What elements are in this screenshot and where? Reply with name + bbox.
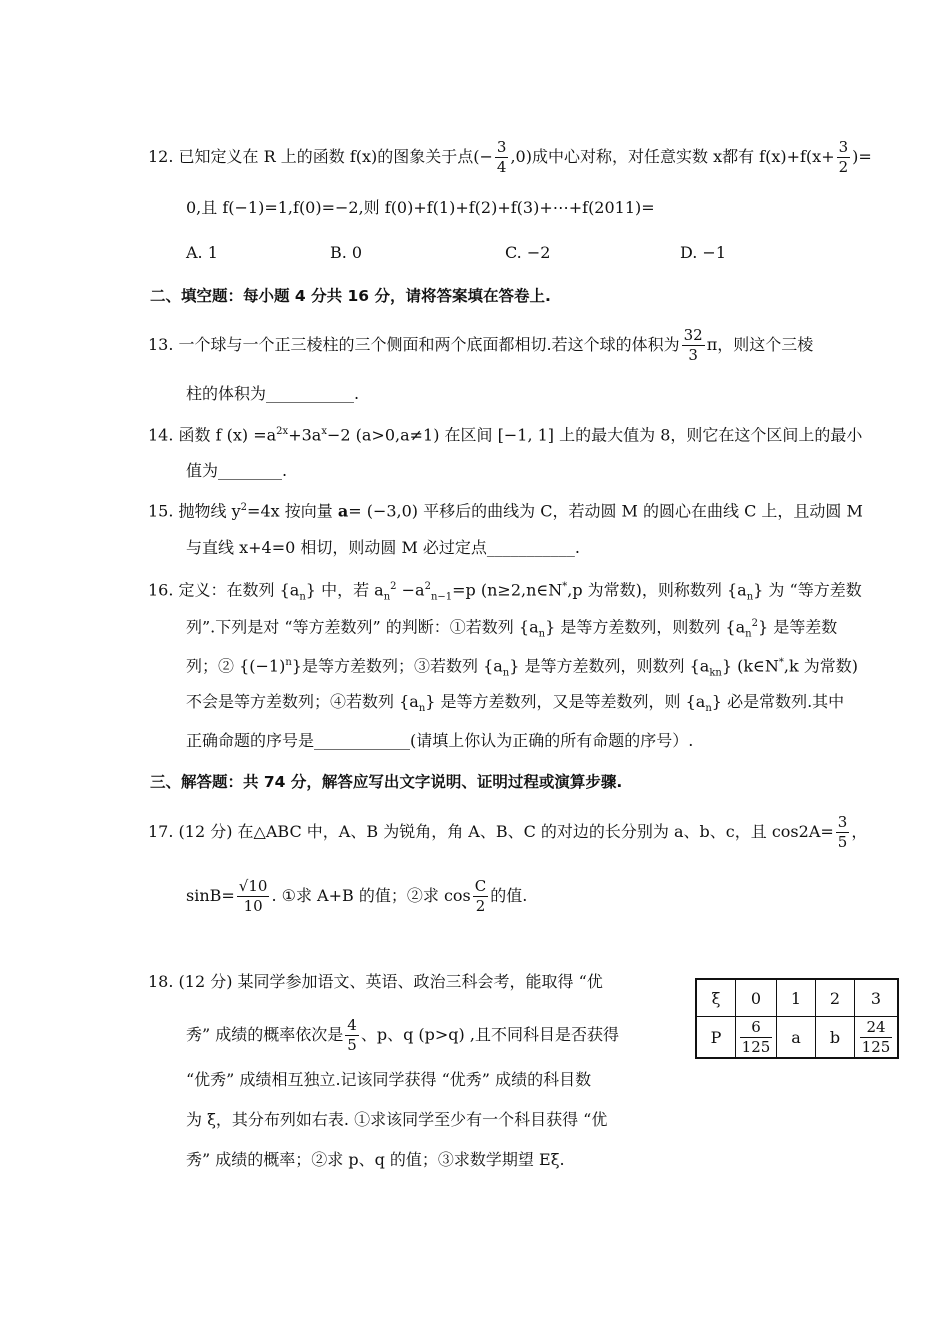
- table-cell: ξ: [696, 979, 736, 1017]
- q18-line1: 18. (12 分) 某同学参加语文、英语、政治三科会考，能取得 “优: [148, 972, 603, 991]
- q16-text: } 是等方差数列，又是等差数列，则 {a: [425, 692, 706, 711]
- table-cell: 1: [777, 979, 816, 1017]
- frac-den: 2: [838, 158, 849, 176]
- q16-sup: 2: [424, 581, 431, 592]
- q12-option-b: B. 0: [330, 243, 363, 262]
- q16-text: } 是等方差数列，则数列 {a: [509, 656, 710, 676]
- q17-text-b: ，: [851, 822, 868, 841]
- frac-num: √10: [238, 877, 268, 895]
- frac-num: 6: [740, 1020, 773, 1038]
- q16-text: 不会是等方差数列；④若数列 {a: [186, 692, 419, 711]
- q12-option-a: A. 1: [186, 243, 218, 262]
- q16-text: 列；② {(−1): [186, 656, 286, 676]
- q12-text-c: )=: [852, 147, 872, 166]
- table-cell: 2: [816, 979, 855, 1017]
- q16-sub: n: [418, 703, 426, 715]
- q16-line4: [186, 690, 844, 721]
- table-cell: a: [777, 1017, 816, 1059]
- q16-sub: n: [705, 703, 712, 715]
- q16-text: } 是等方差数列，则数列 {a: [545, 617, 746, 637]
- table-cell: 3: [855, 979, 899, 1017]
- q16-text: =p (n≥2,n∈N: [452, 580, 563, 600]
- q16-text: ,p 为常数)，则称数列 {a: [567, 580, 747, 600]
- q15-vector-a: a: [337, 501, 349, 521]
- frac-num: 32: [683, 326, 703, 344]
- q16-text: −a: [396, 580, 425, 600]
- q17-line1: [148, 815, 867, 850]
- table-cell: [736, 1017, 777, 1059]
- q16-text: ,k 为常数): [783, 656, 858, 676]
- q15-text-b: =4x 按向量: [247, 501, 338, 521]
- q13-text-a: 13. 一个球与一个正三棱柱的三个侧面和两个底面都相切.若这个球的体积为: [148, 335, 680, 354]
- q16-text: } 是等差数: [757, 617, 838, 637]
- q17-frac-c-2: [473, 879, 488, 914]
- q18-line5: 秀” 成绩的概率；②求 p、q 的值；③求数学期望 Eξ.: [186, 1150, 565, 1169]
- q16-text: 列”.下列是对 “等方差数列” 的判断：①若数列 {a: [186, 617, 539, 637]
- q16-line2: [186, 612, 837, 647]
- q15-text-a: 15. 抛物线 y: [148, 501, 241, 521]
- table-row: [696, 979, 898, 1017]
- q17-text-b: . ①求 A+B 的值；②求 cos: [271, 886, 471, 905]
- q14-sup-x: x: [321, 426, 327, 437]
- q16-sub: n: [538, 628, 546, 640]
- table-row: [696, 1017, 898, 1059]
- q13-line1: [148, 328, 813, 363]
- q16-sup: *: [778, 657, 784, 668]
- frac-num: 3: [838, 138, 849, 156]
- q16-sup: 2: [751, 618, 758, 629]
- frac-den: 5: [837, 833, 848, 851]
- q12-option-c: C. −2: [505, 243, 551, 262]
- q16-sup: n: [285, 657, 292, 668]
- q13-line2: 柱的体积为___________.: [186, 384, 360, 403]
- q18-line4: 为 ξ，其分布列如右表. ①求该同学至少有一个科目获得 “优: [186, 1110, 608, 1129]
- section-3-heading: 三、解答题：共 74 分，解答应写出文字说明、证明过程或演算步骤.: [150, 773, 623, 791]
- q16-line5: 正确命题的序号是____________(请填上你认为正确的所有命题的序号）.: [186, 731, 694, 750]
- q12-frac-3-4: [495, 140, 509, 175]
- section-2-heading: 二、填空题：每小题 4 分共 16 分，请将答案填在答卷上.: [150, 287, 551, 305]
- q15-line2: 与直线 x+4=0 相切，则动圆 M 必过定点___________.: [186, 538, 581, 557]
- q14-line2: 值为________.: [186, 461, 288, 480]
- q13-text-b: π，则这个三棱: [706, 335, 814, 354]
- q16-text: }是等方差数列；③若数列 {a: [291, 656, 503, 676]
- q16-sub: n: [299, 591, 306, 603]
- q16-line3: [186, 651, 858, 686]
- frac-num: 4: [347, 1016, 357, 1034]
- q16-text: } 为 “等方差数: [753, 580, 862, 600]
- q14-sup-2x: 2x: [276, 426, 289, 437]
- q17-text-a: 17. (12 分) 在△ABC 中，A、B 为锐角，角 A、B、C 的对边的长分别为 a、b、c，且 cos2A=: [148, 822, 834, 841]
- q16-text: } 中，若 a: [305, 580, 384, 600]
- q14-line1: [148, 420, 862, 447]
- q18-text-b: 、p、q (p>q) ,且不同科目是否获得: [360, 1025, 619, 1044]
- q16-sub: n: [502, 667, 510, 679]
- q12-option-d: D. −1: [680, 243, 727, 262]
- frac-den: 125: [741, 1037, 771, 1056]
- q12-frac-3-2: [837, 140, 851, 175]
- q16-sup: 2: [390, 581, 397, 592]
- q15-text-c: = (−3,0) 平移后的曲线为 C，若动圆 M 的圆心在曲线 C 上，且动圆 M: [348, 501, 863, 521]
- q17-frac-3-5: [836, 815, 850, 850]
- table-cell: b: [816, 1017, 855, 1059]
- q12-text-b: ,0)成中心对称，对任意实数 x都有 f(x)+f(x+: [510, 147, 835, 166]
- q16-text: } 必是常数列.其中: [711, 692, 845, 711]
- q16-text: 16. 定义：在数列 {a: [148, 580, 300, 600]
- q16-line1: [148, 575, 862, 610]
- q16-sub: n: [746, 591, 754, 603]
- q14-text-a: 14. 函数 f (x) =a: [148, 425, 277, 445]
- q12-line1: [148, 140, 872, 175]
- frac-den: 3: [688, 346, 698, 364]
- q15-line1: [148, 496, 863, 523]
- q16-sub: n−1: [430, 591, 453, 603]
- frac-den: 5: [347, 1036, 357, 1054]
- distribution-table: [695, 978, 899, 1059]
- frac-num: C: [474, 877, 487, 895]
- frac-num: 3: [496, 138, 507, 156]
- q16-sub: n: [745, 628, 752, 640]
- q17-text-a: sinB=: [186, 886, 235, 905]
- q16-text: } (k∈N: [721, 656, 779, 676]
- p0-frac: [740, 1017, 773, 1056]
- frac-den: 2: [475, 897, 486, 915]
- q16-sup: *: [562, 581, 568, 592]
- table-cell: P: [696, 1017, 736, 1059]
- q16-sub: kn: [709, 667, 722, 679]
- table-cell: [855, 1017, 899, 1059]
- q18-line3: “优秀” 成绩相互独立.记该同学获得 “优秀” 成绩的科目数: [186, 1070, 592, 1089]
- frac-num: 3: [837, 813, 848, 831]
- q12-text-a: 12. 已知定义在 R 上的函数 f(x)的图象关于点(−: [148, 147, 493, 166]
- q18-text-a: 秀” 成绩的概率依次是: [186, 1025, 344, 1044]
- p3-frac: [860, 1017, 893, 1056]
- q12-line2: 0,且 f(−1)=1,f(0)=−2,则 f(0)+f(1)+f(2)+f(3)+⋯+f(2011)=: [186, 198, 655, 217]
- q13-frac-32-3: [682, 328, 705, 363]
- q14-text-c: −2 (a>0,a≠1) 在区间 [−1, 1] 上的最大值为 8，则它在这个区间上的最小: [326, 425, 863, 445]
- q15-sup-2: 2: [240, 502, 248, 513]
- frac-den: 10: [243, 897, 263, 915]
- q17-frac-sqrt10-10: [237, 879, 270, 914]
- q18-line2: [186, 1018, 619, 1053]
- frac-num: 24: [860, 1020, 893, 1038]
- table-cell: 0: [736, 979, 777, 1017]
- q16-sub: n: [383, 591, 391, 603]
- frac-den: 4: [496, 158, 507, 176]
- q17-text-c: 的值.: [490, 886, 528, 905]
- frac-den: 125: [861, 1037, 891, 1056]
- q17-line2: [186, 879, 527, 914]
- q18-frac-4-5: [345, 1018, 359, 1053]
- q14-text-b: +3a: [288, 425, 322, 445]
